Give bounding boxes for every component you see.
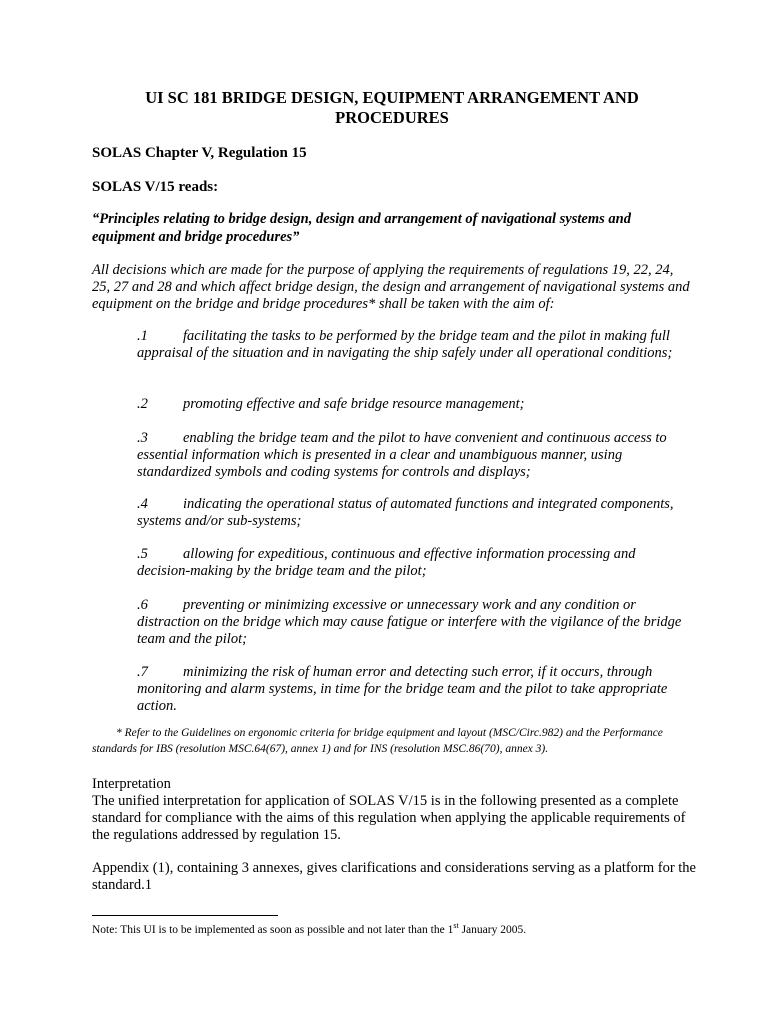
note-text-start: Note: This UI is to be implemented as soon as possible and not later than the 1 (92, 923, 454, 936)
list-item-number: .5 (137, 546, 148, 562)
note-superscript: st (453, 921, 459, 930)
solas-reads-heading: SOLAS V/15 reads: (92, 179, 219, 195)
note-text-end: January 2005. (458, 923, 527, 936)
list-item-text: minimizing the risk of human error and detecting such error, if it occurs, through monitoring and alarm systems, in time for the bridge team and the pilot to take appropriate action. (137, 664, 668, 714)
list-item-number: .1 (137, 328, 148, 344)
guidelines-footnote-text: * Refer to the Guidelines on ergonomic criteria for bridge equipment and layout (MSC/Circ.982) and the Performance standards for IBS (resolution MSC.64(67), annex 1) and for INS (resolution MSC.86(70), annex 3). (92, 727, 663, 755)
list-item-number: .2 (137, 396, 148, 412)
list-item (137, 396, 692, 413)
interpretation-heading: Interpretation (92, 776, 171, 792)
appendix-paragraph: Appendix (1), containing 3 annexes, gives clarifications and considerations serving as a platform for the standard.1 (92, 860, 696, 893)
list-item (137, 664, 692, 715)
list-item-text: allowing for expeditious, continuous and effective information processing and decision-making by the bridge team and the pilot; (137, 546, 636, 579)
guidelines-footnote (92, 725, 692, 757)
list-item-text: facilitating the tasks to be performed by the bridge team and the pilot in making full appraisal of the situation and in navigating the ship safely under all operational conditions; (137, 328, 673, 361)
implementation-note (92, 921, 526, 936)
list-item-number: .4 (137, 496, 148, 512)
regulation-quote: “Principles relating to bridge design, design and arrangement of navigational systems and equipment and bridge procedures” (92, 211, 631, 245)
document-title: UI SC 181 BRIDGE DESIGN, EQUIPMENT ARRANGEMENT AND PROCEDURES (145, 88, 639, 127)
list-item-text: preventing or minimizing excessive or unnecessary work and any condition or distraction on the bridge which may cause fatigue or interfere with the vigilance of the bridge team and the pilot; (137, 597, 682, 647)
list-item-number: .7 (137, 664, 148, 680)
list-item (137, 597, 692, 648)
regulation-intro: All decisions which are made for the purpose of applying the requirements of regulations 19, 22, 24, 25, 27 and 28 and which affect bridge design, the design and arrangement of navigational systems and equipment on the bridge and bridge procedures* shall be taken with the aim of: (92, 262, 690, 312)
list-item (137, 496, 692, 530)
list-item (137, 328, 692, 362)
list-item-text: promoting effective and safe bridge resource management; (183, 396, 525, 412)
footnote-divider (92, 915, 278, 916)
list-item-text: indicating the operational status of automated functions and integrated components, systems and/or sub-systems; (137, 496, 674, 529)
list-item (137, 546, 692, 580)
list-item-number: .3 (137, 430, 148, 446)
list-item-number: .6 (137, 597, 148, 613)
interpretation-paragraph: The unified interpretation for application of SOLAS V/15 is in the following presented as a complete standard for compliance with the aims of this regulation when applying the applicable requirements of the regulations addressed by regulation 15. (92, 793, 686, 843)
list-item (137, 430, 692, 481)
list-item-text: enabling the bridge team and the pilot to have convenient and continuous access to essential information which is presented in a clear and unambiguous manner, using standardized symbols and coding systems for controls and displays; (137, 430, 667, 480)
solas-chapter-heading: SOLAS Chapter V, Regulation 15 (92, 145, 307, 161)
